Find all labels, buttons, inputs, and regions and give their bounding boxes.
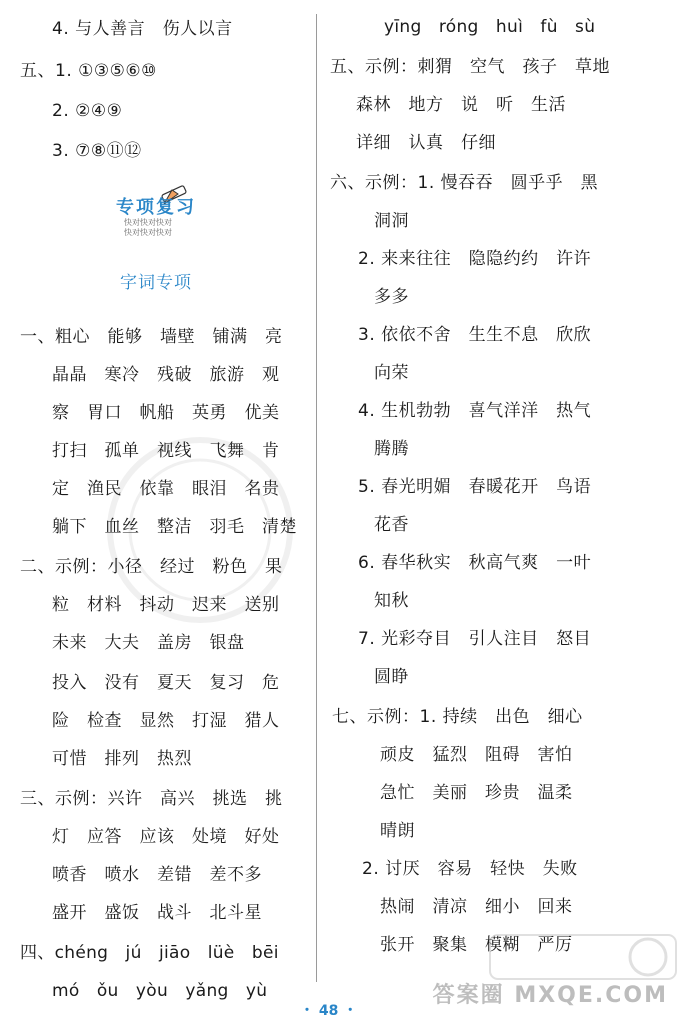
answer-line: 详细 认真 仔细 <box>356 133 496 153</box>
answer-line: 知秋 <box>374 591 409 611</box>
answer-line: 粒 材料 抖动 迟来 送别 <box>52 595 280 615</box>
answer-line: 定 渔民 依靠 眼泪 名贵 <box>52 479 280 499</box>
section-subtitle: 快对快对快对 快对快对快对 <box>124 218 172 237</box>
answer-line: 腾腾 <box>374 439 409 459</box>
answer-line: 4. 与人善言 伤人以言 <box>52 19 233 39</box>
answer-line: 3. ⑦⑧⑪⑫ <box>52 141 142 161</box>
pinyin-line: yīng róng huì fù sù <box>384 17 596 37</box>
answer-line: 盛开 盛饭 战斗 北斗星 <box>52 903 262 923</box>
answer-line: 4. 生机勃勃 喜气洋洋 热气 <box>358 401 592 421</box>
answer-line: 2. 来来往往 隐隐约约 许许 <box>358 249 592 269</box>
answer-line: 洞洞 <box>374 211 409 231</box>
answer-line: 五、示例：刺猬 空气 孩子 草地 <box>330 57 610 77</box>
answer-line: 六、示例：1. 慢吞吞 圆乎乎 黑 <box>330 173 599 193</box>
pinyin-line: mó ǒu yòu yǎng yù <box>52 981 268 1001</box>
answer-line: 顽皮 猛烈 阻碍 害怕 <box>380 745 573 765</box>
answer-line: 3. 依依不舍 生生不息 欣欣 <box>358 325 592 345</box>
answer-line: 森林 地方 说 听 生活 <box>356 95 566 115</box>
answer-line: 察 胃口 帆船 英勇 优美 <box>52 403 280 423</box>
answer-line: 6. 春华秋实 秋高气爽 一叶 <box>358 553 592 573</box>
answer-line: 张开 聚集 模糊 严厉 <box>380 935 573 955</box>
answer-line: 圆睁 <box>374 667 409 687</box>
answer-line: 投入 没有 夏天 复习 危 <box>52 673 280 693</box>
answer-line: 一、粗心 能够 墙壁 铺满 亮 <box>20 327 283 347</box>
section-title: 专项复习 <box>116 197 196 218</box>
answer-line: 险 检查 显然 打湿 猎人 <box>52 711 280 731</box>
site-watermark-text: 答案圈 MXQE.COM <box>432 983 668 1008</box>
answer-line: 灯 应答 应该 处境 好处 <box>52 827 280 847</box>
answer-line: 可惜 排列 热烈 <box>52 749 192 769</box>
answer-line: 晴朗 <box>380 821 415 841</box>
column-divider <box>316 14 317 982</box>
answer-line: 2. 讨厌 容易 轻快 失败 <box>362 859 578 879</box>
answer-line: 向荣 <box>374 363 409 383</box>
answer-line: 三、示例：兴许 高兴 挑选 挑 <box>20 789 283 809</box>
answer-line: 5. 春光明媚 春暖花开 鸟语 <box>358 477 592 497</box>
answer-line: 热闹 清凉 细小 回来 <box>380 897 573 917</box>
subsection-title: 字词专项 <box>120 273 192 293</box>
answer-line: 二、示例：小径 经过 粉色 果 <box>20 557 283 577</box>
answer-line: 2. ②④⑨ <box>52 101 123 121</box>
answer-line: 急忙 美丽 珍贵 温柔 <box>380 783 573 803</box>
answer-line: 7. 光彩夺目 引人注目 怒目 <box>358 629 592 649</box>
answer-line: 打扫 孤单 视线 飞舞 肯 <box>52 441 280 461</box>
answer-line: 晶晶 寒冷 残破 旅游 观 <box>52 365 280 385</box>
answer-line: 躺下 血丝 整洁 羽毛 清楚 <box>52 517 297 537</box>
answer-line: 花香 <box>374 515 409 535</box>
answer-line: 多多 <box>374 287 409 307</box>
answer-line: 五、1. ①③⑤⑥⑩ <box>20 61 157 81</box>
answer-line: 七、示例：1. 持续 出色 细心 <box>332 707 583 727</box>
answer-line: 喷香 喷水 差错 差不多 <box>52 865 262 885</box>
pinyin-line: 四、chéng jú jiāo lüè bēi <box>20 943 279 963</box>
page-number: ・ 48 ・ <box>300 1003 358 1019</box>
answer-line: 未来 大夫 盖房 银盘 <box>52 633 245 653</box>
